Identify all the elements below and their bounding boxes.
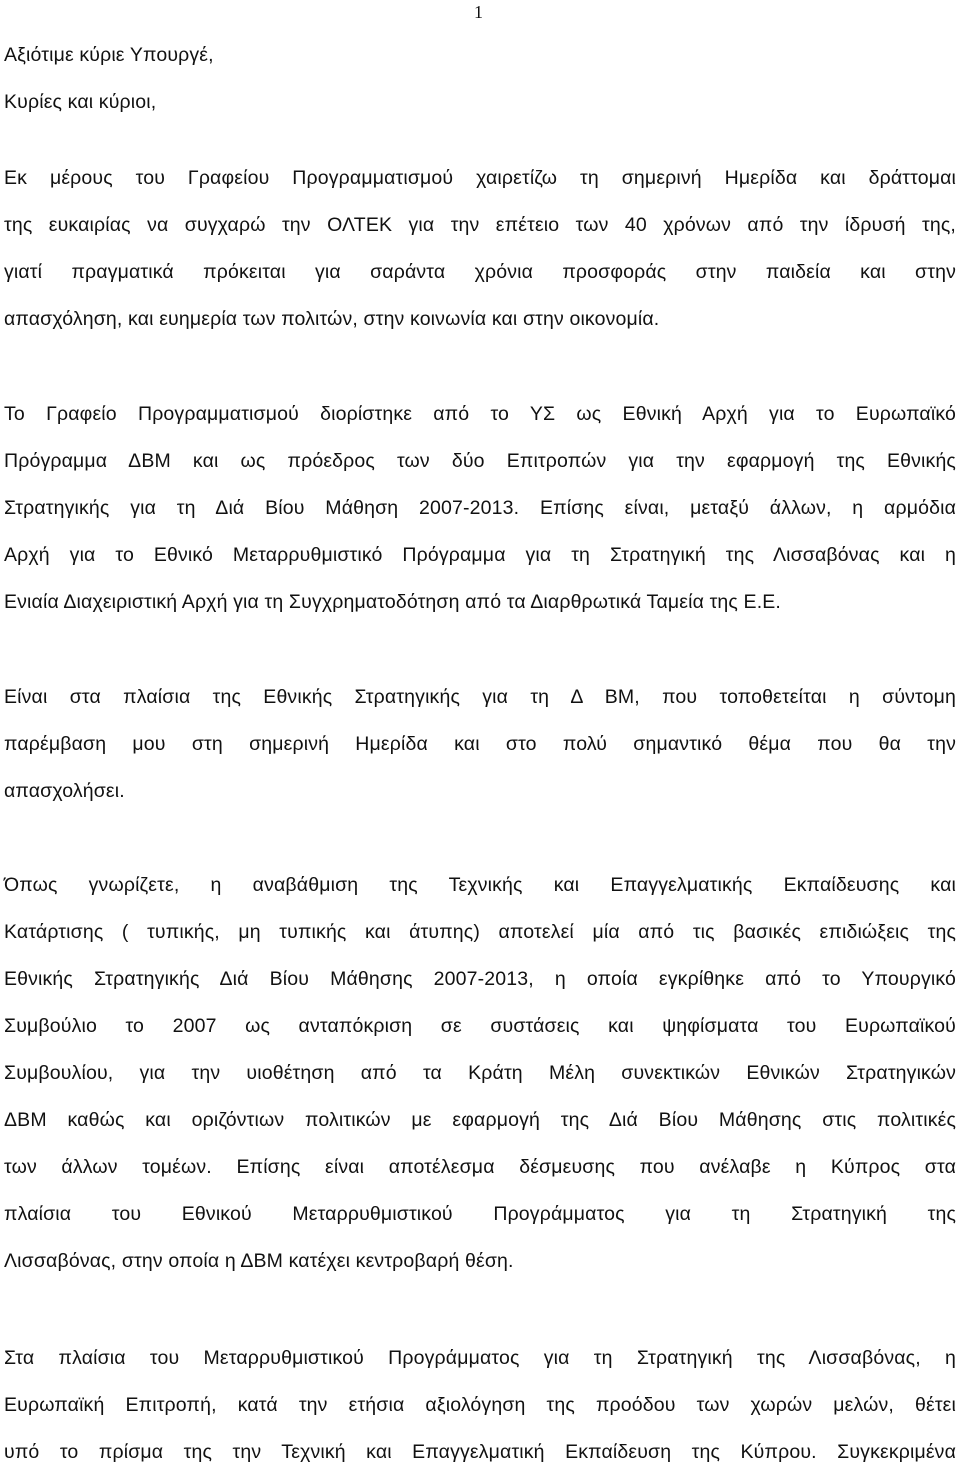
paragraph-line: Πρόγραμμα ΔΒΜ και ως πρόεδρος των δύο Επιτροπών για την εφαρμογή της Εθνικής <box>4 450 956 472</box>
paragraph-line: απασχόληση, και ευημερία των πολιτών, στην κοινωνία και στην οικονομία. <box>4 308 660 330</box>
paragraph-line: Λισσαβόνας, στην οποία η ΔΒΜ κατέχει κεντροβαρή θέση. <box>4 1250 514 1272</box>
paragraph-line: Ενιαία Διαχειριστική Αρχή για τη Συγχρηματοδότηση από τα Διαρθρωτικά Ταμεία της Ε.Ε. <box>4 591 781 613</box>
paragraph-line: Όπως γνωρίζετε, η αναβάθμιση της Τεχνικής και Επαγγελματικής Εκπαίδευσης και <box>4 874 956 896</box>
paragraph-line: γιατί πραγματικά πρόκειται για σαράντα χρόνια προσφοράς στην παιδεία και στην <box>4 261 956 283</box>
paragraph-line: Είναι στα πλαίσια της Εθνικής Στρατηγικής για τη Δ ΒΜ, που τοποθετείται η σύντομη <box>4 686 956 708</box>
salutation-line: Κυρίες και κύριοι, <box>4 91 157 113</box>
paragraph-line: Εθνικής Στρατηγικής Διά Βίου Μάθησης 2007-2013, η οποία εγκρίθηκε από το Υπουργικό <box>4 968 956 990</box>
paragraph-line: υπό το πρίσμα της την Τεχνική και Επαγγελματική Εκπαίδευση της Κύπρου. Συγκεκριμένα <box>4 1441 956 1463</box>
paragraph-line: Ευρωπαϊκή Επιτροπή, κατά την ετήσια αξιολόγηση της προόδου των χωρών μελών, θέτει <box>4 1394 956 1416</box>
paragraph-line: Κατάρτισης ( τυπικής, μη τυπικής και άτυπης) αποτελεί μία από τις βασικές επιδιώξεις της <box>4 921 956 943</box>
paragraph-line: Συμβουλίου, για την υιοθέτηση από τα Κράτη Μέλη συνεκτικών Εθνικών Στρατηγικών <box>4 1062 956 1084</box>
paragraph-line: Εκ μέρους του Γραφείου Προγραμματισμού χαιρετίζω τη σημερινή Ημερίδα και δράττομαι <box>4 167 956 189</box>
paragraph-line: Το Γραφείο Προγραμματισμού διορίστηκε από το ΥΣ ως Εθνική Αρχή για το Ευρωπαϊκό <box>4 403 956 425</box>
page-number: 1 <box>474 2 483 22</box>
paragraph-line: Συμβούλιο το 2007 ως ανταπόκριση σε συστάσεις και ψηφίσματα του Ευρωπαϊκού <box>4 1015 956 1037</box>
paragraph-line: παρέμβαση μου στη σημερινή Ημερίδα και στο πολύ σημαντικό θέμα που θα την <box>4 733 956 755</box>
paragraph-line: των άλλων τομέων. Επίσης είναι αποτέλεσμα δέσμευσης που ανέλαβε η Κύπρος στα <box>4 1156 956 1178</box>
paragraph-line: Στα πλαίσια του Μεταρρυθμιστικού Προγράμματος για τη Στρατηγική της Λισσαβόνας, η <box>4 1347 956 1369</box>
paragraph-line: ΔΒΜ καθώς και οριζόντιων πολιτικών με εφαρμογή της Διά Βίου Μάθησης στις πολιτικές <box>4 1109 956 1131</box>
paragraph-line: Αρχή για το Εθνικό Μεταρρυθμιστικό Πρόγραμμα για τη Στρατηγική της Λισσαβόνας και η <box>4 544 956 566</box>
paragraph-line: απασχολήσει. <box>4 780 125 802</box>
paragraph-line: πλαίσια του Εθνικού Μεταρρυθμιστικού Προγράμματος για τη Στρατηγική της <box>4 1203 956 1225</box>
salutation-line: Αξιότιμε κύριε Υπουργέ, <box>4 44 214 66</box>
paragraph-line: Στρατηγικής για τη Διά Βίου Μάθηση 2007-2013. Επίσης είναι, μεταξύ άλλων, η αρμόδια <box>4 497 956 519</box>
paragraph-line: της ευκαιρίας να συγχαρώ την ΟΛΤΕΚ για την επέτειο των 40 χρόνων από την ίδρυσή της, <box>4 214 956 236</box>
